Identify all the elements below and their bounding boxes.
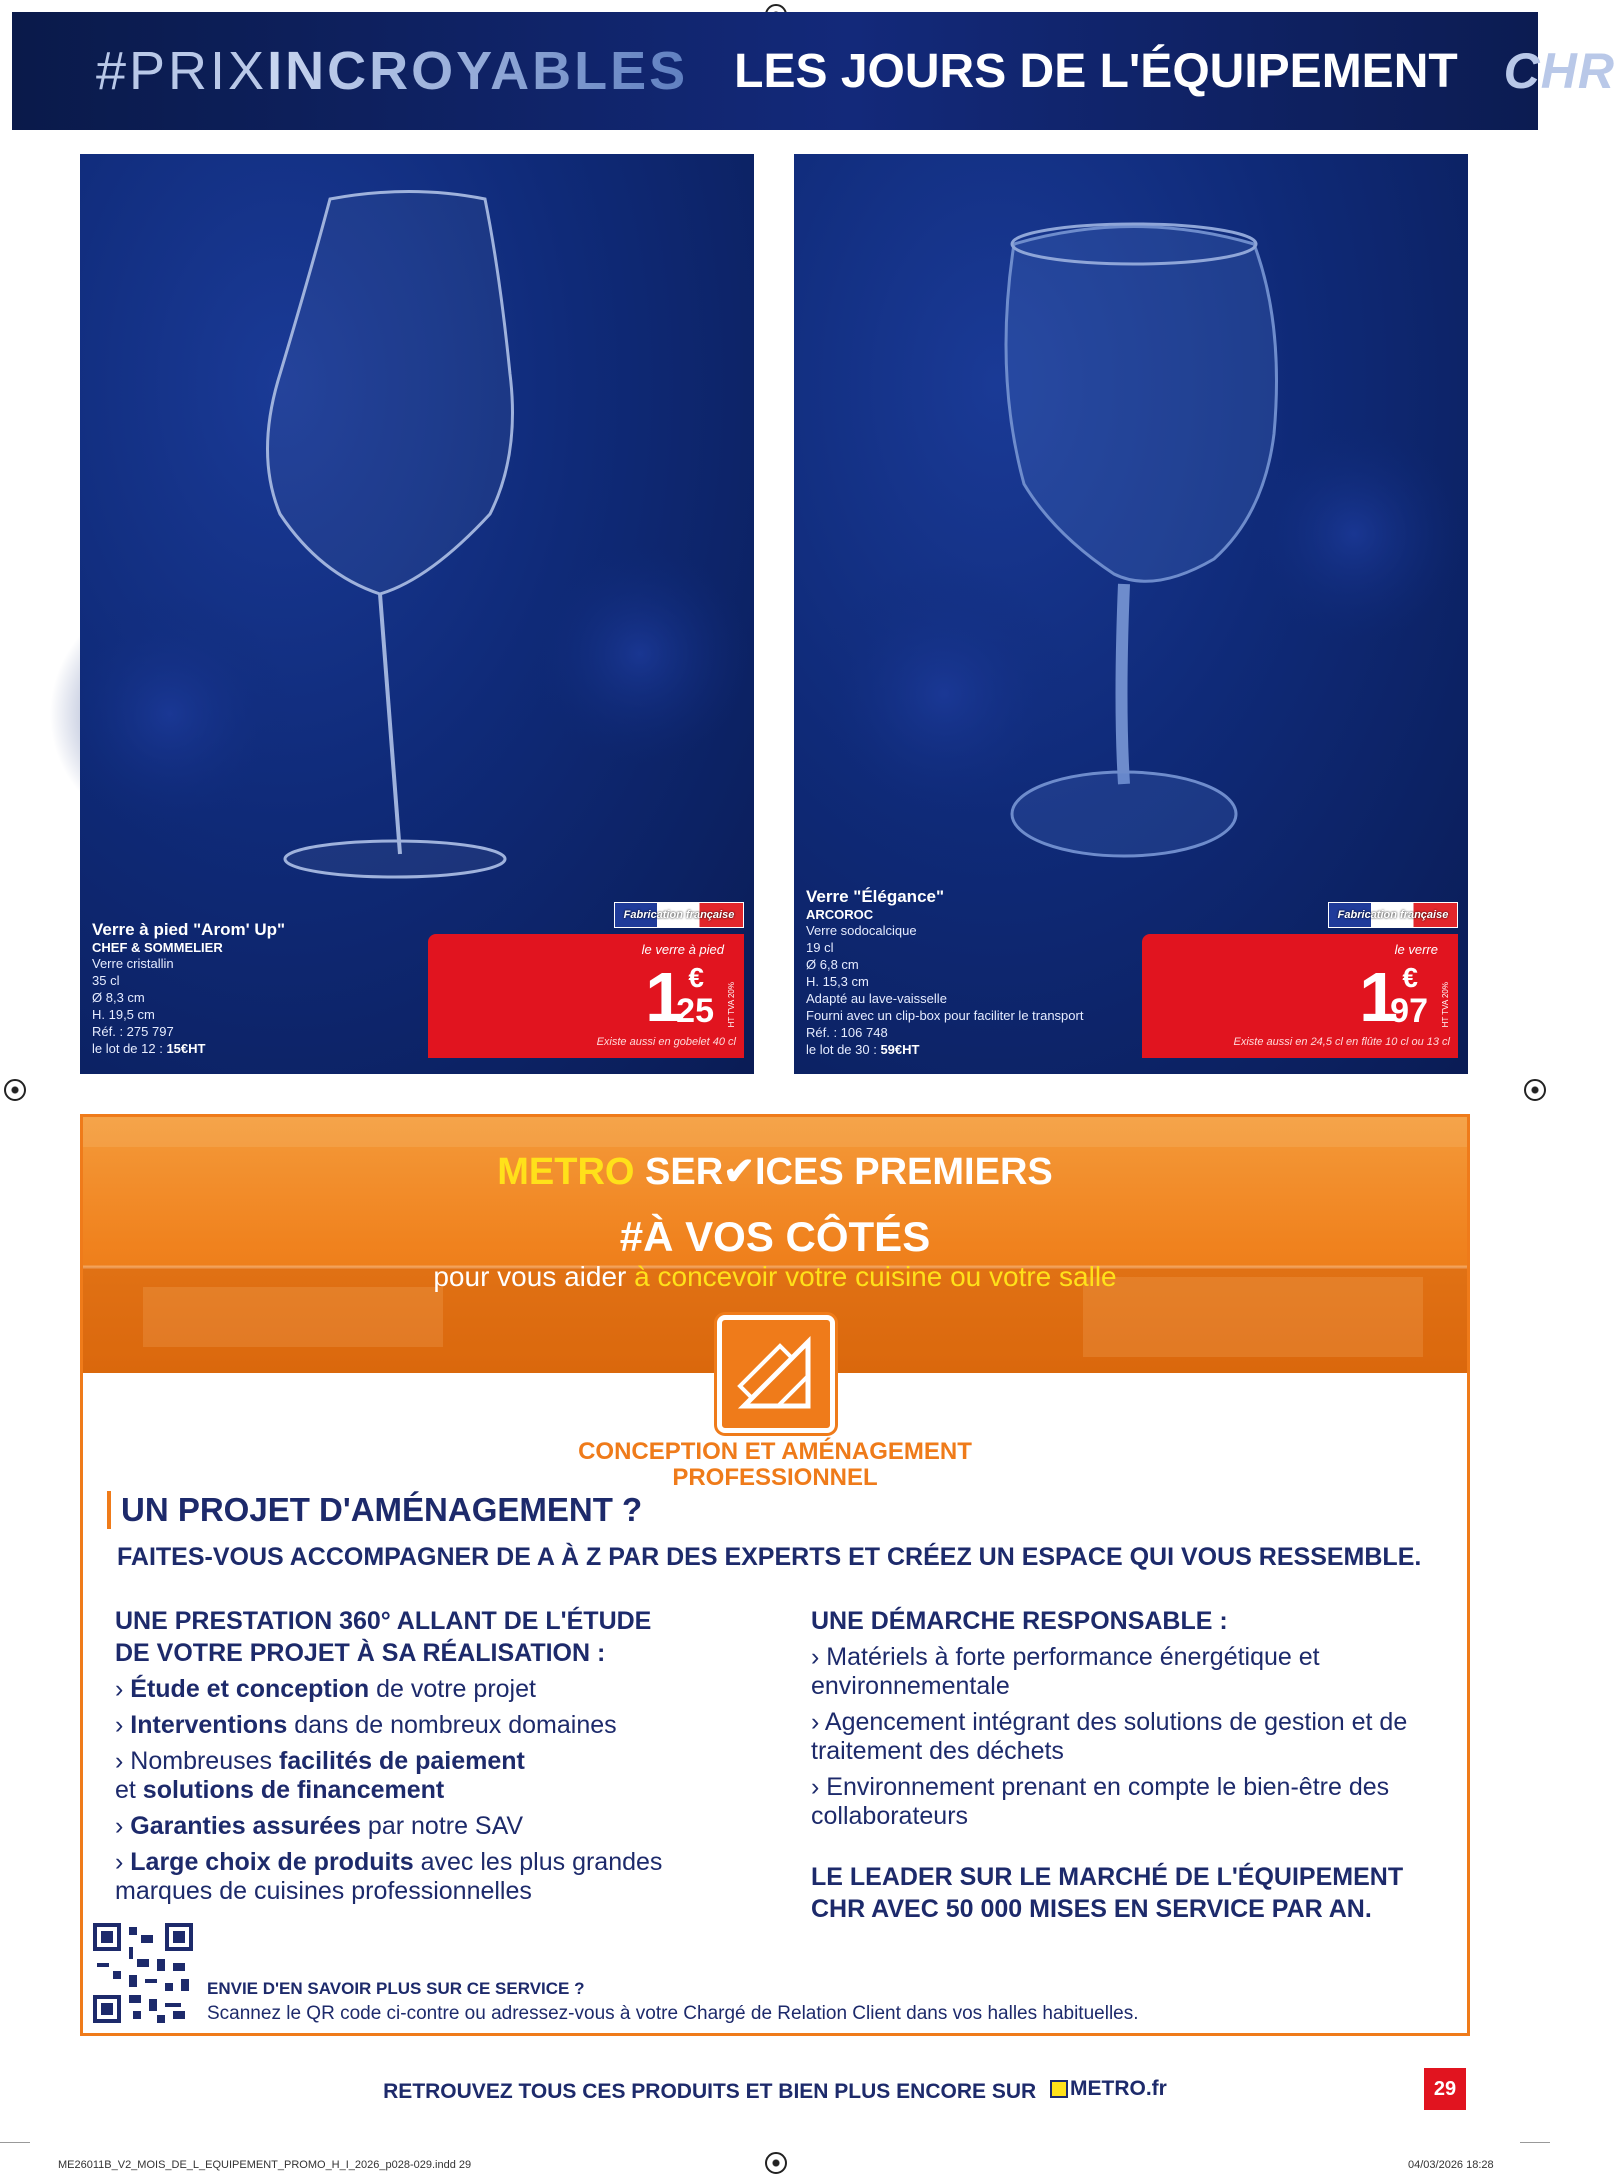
crop-mark	[1520, 2142, 1550, 2143]
price-integer: 1	[645, 958, 684, 1036]
product-spec: 35 cl	[92, 973, 120, 988]
price-alternative: Existe aussi en gobelet 40 cl	[596, 1036, 736, 1048]
service-category-label: CONCEPTION ET AMÉNAGEMENT PROFESSIONNEL	[578, 1438, 972, 1491]
cta-heading: ENVIE D'EN SAVOIR PLUS SUR CE SERVICE ?	[207, 1979, 585, 1998]
list-item: › Large choix de produits avec les plus grandes marques de cuisines professionnelles	[115, 1848, 663, 1905]
cta-text: Scannez le QR code ci-contre ou adressez-vous à votre Chargé de Relation Client dans vos halles habituelles.	[207, 2003, 1139, 2024]
price-integer: 1	[1359, 958, 1398, 1036]
page-number: 29	[1424, 2068, 1466, 2110]
made-in-france-badge: Fabrication française	[1328, 902, 1458, 928]
header-title: LES JOURS DE L'ÉQUIPEMENT	[734, 44, 1458, 98]
leader-statement: LE LEADER SUR LE MARCHÉ DE L'ÉQUIPEMENT CHR AVEC 50 000 MISES EN SERVICE PAR AN.	[811, 1863, 1404, 1923]
services-hashtag: #À VOS CÔTÉS	[619, 1213, 931, 1260]
product-info	[92, 920, 285, 1057]
product-spec: Réf. : 106 748	[806, 1025, 888, 1040]
print-date: 04/03/2026 18:28	[1408, 2159, 1494, 2171]
list-item: › Étude et conception de votre projet	[115, 1675, 536, 1703]
set-square-ruler-icon	[717, 1315, 835, 1433]
section-heading: UN PROJET D'AMÉNAGEMENT ?	[107, 1491, 642, 1529]
product-brand: ARCOROC	[806, 907, 874, 922]
price-cents: 97	[1390, 992, 1428, 1030]
column-heading: UNE PRESTATION 360° ALLANT DE L'ÉTUDE DE VOTRE PROJET À SA RÉALISATION :	[115, 1607, 652, 1667]
product-spec: H. 19,5 cm	[92, 1007, 155, 1022]
product-name: Verre "Élégance"	[806, 887, 945, 906]
header-hashtag: #PRIXINCROYABLES	[96, 41, 689, 101]
price-tax-note: HT TVA 20%	[1441, 982, 1450, 1028]
product-spec: Ø 6,8 cm	[806, 957, 859, 972]
services-subtitle: pour vous aider à concevoir votre cuisine ou votre salle	[433, 1261, 1117, 1292]
list-item: › Interventions dans de nombreux domaines	[115, 1711, 617, 1739]
registration-mark-icon	[1524, 1079, 1546, 1101]
price-box	[428, 934, 744, 1058]
product-panel-elegance	[794, 154, 1468, 1074]
product-spec: Adapté au lave-vaisselle	[806, 991, 947, 1006]
services-title: METRO SER✔ICES PREMIERS	[497, 1151, 1053, 1193]
price-cents: 25	[676, 992, 714, 1030]
list-item: › Nombreuses facilités de paiement et solutions de financement	[115, 1747, 525, 1804]
registration-mark-icon	[4, 1079, 26, 1101]
price-tax-note: HT TVA 20%	[727, 982, 736, 1028]
product-spec: Ø 8,3 cm	[92, 990, 145, 1005]
product-spec: 19 cl	[806, 940, 834, 955]
file-slug: ME26011B_V2_MOIS_DE_L_EQUIPEMENT_PROMO_H_I_2026_p028-029.indd 29	[58, 2159, 472, 2171]
price-unit: le verre à pied	[641, 942, 724, 957]
footer-promo: RETROUVEZ TOUS CES PRODUITS ET BIEN PLUS ENCORE SUR METRO.fr	[383, 2077, 1167, 2103]
product-spec: H. 15,3 cm	[806, 974, 869, 989]
product-lot: le lot de 30 : 59€HT	[806, 1042, 920, 1057]
price-alternative: Existe aussi en 24,5 cl en flûte 10 cl ou 13 cl	[1233, 1036, 1450, 1048]
registration-mark-icon	[765, 2152, 787, 2174]
crop-mark	[0, 2142, 30, 2143]
product-spec: Réf. : 275 797	[92, 1024, 174, 1039]
wine-glass-image	[794, 154, 1468, 894]
service-features-left	[115, 1605, 735, 1913]
price-box	[1142, 934, 1458, 1058]
header-banner	[12, 12, 1615, 130]
list-item: › Matériels à forte performance énergétique et environnementale	[811, 1643, 1320, 1700]
chr-logo: CHR	[1503, 43, 1615, 99]
metro-link[interactable]: METRO.fr	[1050, 2077, 1167, 2101]
product-name: Verre à pied "Arom' Up"	[92, 920, 286, 939]
made-in-france-badge: Fabrication française	[614, 902, 744, 928]
product-brand: CHEF & SOMMELIER	[92, 940, 223, 955]
column-heading: UNE DÉMARCHE RESPONSABLE :	[811, 1607, 1228, 1635]
wine-glass-image	[80, 154, 754, 894]
section-subheading: FAITES-VOUS ACCOMPAGNER DE A À Z PAR DES EXPERTS ET CRÉEZ UN ESPACE QUI VOUS RESSEMBLE.	[117, 1543, 1422, 1571]
price-currency: €	[688, 962, 704, 993]
list-item: › Garanties assurées par notre SAV	[115, 1812, 524, 1840]
product-lot: le lot de 12 : 15€HT	[92, 1041, 206, 1056]
product-panel-arom-up	[80, 154, 754, 1074]
product-spec: Fourni avec un clip-box pour faciliter le transport	[806, 1008, 1084, 1023]
list-item: › Environnement prenant en compte le bien-être des collaborateurs	[811, 1773, 1390, 1830]
service-features-right	[811, 1605, 1451, 1838]
price-unit: le verre	[1394, 942, 1438, 957]
metro-logo-icon	[1050, 2080, 1068, 2098]
services-section	[80, 1114, 1470, 2036]
qr-code-icon[interactable]	[93, 1923, 193, 2023]
price-currency: €	[1402, 962, 1418, 993]
list-item: › Agencement intégrant des solutions de gestion et de traitement des déchets	[811, 1708, 1408, 1765]
product-info	[806, 887, 1083, 1058]
product-spec: Verre sodocalcique	[806, 923, 917, 938]
product-spec: Verre cristallin	[92, 956, 174, 971]
